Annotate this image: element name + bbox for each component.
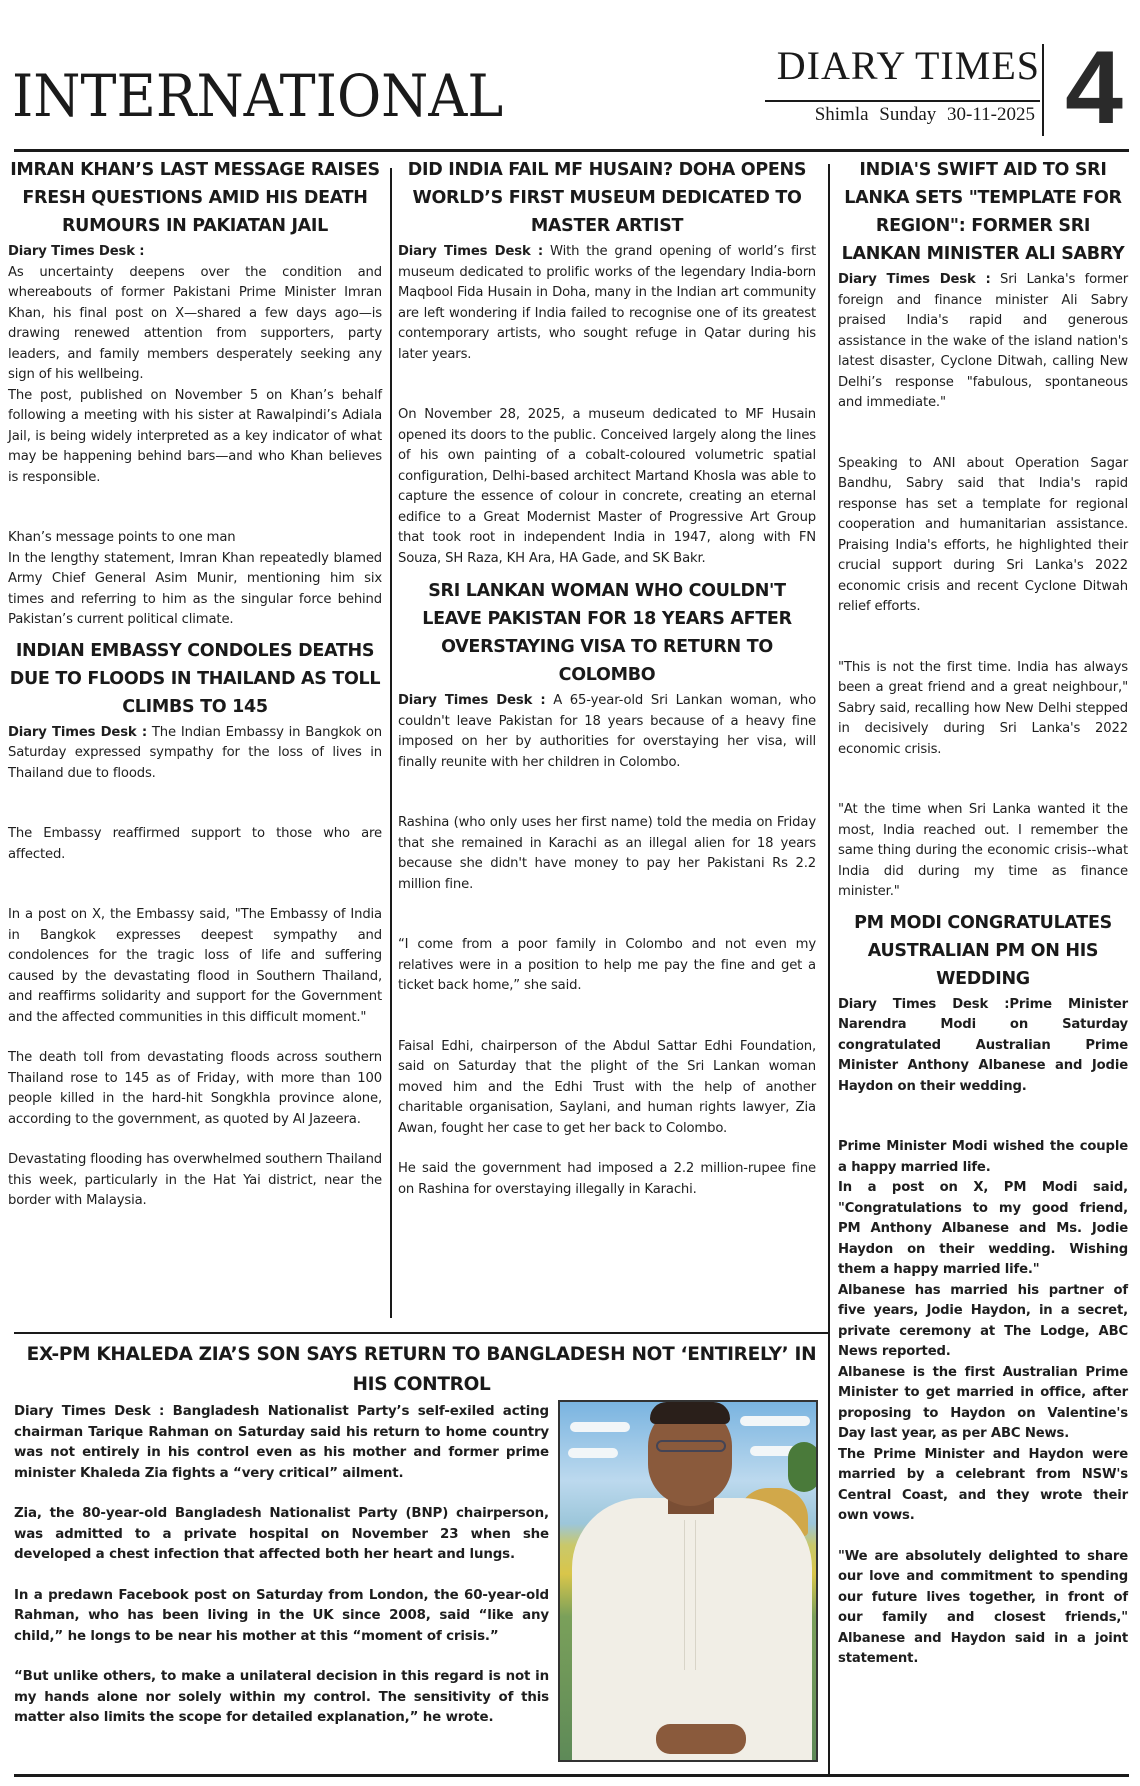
headline: DID INDIA FAIL MF HUSAIN? DOHA OPENS WORLD’S FIRST MUSEUM DEDICATED TO MASTER ARTIST xyxy=(407,160,807,236)
page-number: 4 xyxy=(1065,30,1123,146)
headline: INDIAN EMBASSY CONDOLES DEATHS DUE TO FLOODS IN THAILAND AS TOLL CLIMBS TO 145 xyxy=(9,640,381,717)
paragraph: “I come from a poor family in Colombo and not even my relatives were in a position to help me pay the fine and get a ticket back home,” she said. xyxy=(398,937,816,993)
top-rule xyxy=(14,149,1129,152)
column-divider-left xyxy=(390,168,392,1318)
paragraph: The Prime Minister and Haydon were married by a celebrant from NSW's Central Coast, and they wrote their own vows. xyxy=(838,1446,1128,1523)
article-khaleda-zia-body xyxy=(14,1402,549,1729)
paragraph: Zia, the 80-year-old Bangladesh Nationalist Party (BNP) chairperson, was admitted to a private hospital on November 23 when she developed a chest infection that affected both her heart and lungs. xyxy=(14,1506,549,1562)
paragraph: "This is not the first time. India has always been a great friend and a great neighbour," Sabry said, recalling how New Delhi stepped in decisively during Sri Lanka's 2022 economic crisis. xyxy=(838,659,1128,757)
paragraph: In a post on X, PM Modi said, "Congratulations to my good friend, PM Anthony Albanese and Ms. Jodie Haydon on their wedding. Wishing them a happy married life." xyxy=(838,1180,1128,1277)
column-divider-right xyxy=(828,164,830,1776)
headline: INDIA'S SWIFT AID TO SRI LANKA SETS "TEMPLATE FOR REGION": FORMER SRI LANKAN MINISTER ALI SABRY xyxy=(841,160,1125,264)
lead-paragraph: Diary Times Desk : With the grand opening of world’s first museum dedicated to prolific works of the legendary India-born Maqbool Fida Husain in Doha, many in the Indian art community are left wondering if India failed to recognise one of its greatest contemporary artists, who sought refuge in Qatar during his later years. xyxy=(398,244,816,362)
left-column xyxy=(8,156,382,1212)
desk-byline: Diary Times Desk : xyxy=(8,244,145,259)
headline: EX-PM KHALEDA ZIA’S SON SAYS RETURN TO BANGLADESH NOT ‘ENTIRELY’ IN HIS CONTROL xyxy=(26,1344,817,1395)
dateline: Shimla Sunday 30-11-2025 xyxy=(814,104,1035,125)
subheading: Khan’s message points to one man xyxy=(8,530,236,545)
paragraph: Faisal Edhi, chairperson of the Abdul Sattar Edhi Foundation, said on Saturday that the plight of the Sri Lankan woman moved him and the Edhi Trust with the help of another charitable organisation, Saylani, and human rights lawyer, Zia Awan, fought her case to get her back to Colombo. xyxy=(398,1038,816,1136)
article-modi-albanese-wedding xyxy=(838,909,1128,1670)
lead-paragraph: Diary Times Desk : The Indian Embassy in Bangkok on Saturday expressed sympathy for the loss of lives in Thailand due to floods. xyxy=(8,724,383,781)
article-sri-lankan-woman xyxy=(398,577,816,1200)
tarique-rahman-photo xyxy=(558,1400,818,1762)
paragraph: "We are absolutely delighted to share our love and commitment to spending our future lives together, in front of our family and closest friends," Albanese and Haydon said in a joint statement. xyxy=(838,1548,1128,1666)
right-column xyxy=(838,156,1128,1670)
article-imran-khan xyxy=(8,156,382,631)
lead-paragraph: Diary Times Desk :Prime Minister Narendra Modi on Saturday congratulated Australian Prime Minister Anthony Albanese and Jodie Haydon on their wedding. xyxy=(838,996,1128,1094)
page-bottom-rule xyxy=(14,1774,1129,1777)
lead-paragraph: Diary Times Desk : Sri Lanka's former foreign and finance minister Ali Sabry praised India's rapid and generous assistance in the wake of the island nation's latest disaster, Cyclone Ditwah, calling New Delhi’s response "fabulous, spontaneous and immediate." xyxy=(838,272,1128,410)
lead-paragraph: Diary Times Desk : Bangladesh Nationalist Party’s self-exiled acting chairman Tarique Rahman on Saturday said his return to home country was not entirely in his control even as his mother and former prime minister Khaleda Zia fights a “very critical” ailment. xyxy=(14,1404,549,1481)
paragraph: Albanese is the first Australian Prime Minister to get married in office, after proposing to Haydon on Valentine's Day last year, as per ABC News. xyxy=(838,1364,1128,1441)
section-title: INTERNATIONAL xyxy=(12,62,504,130)
lead-paragraph: Diary Times Desk : A 65-year-old Sri Lankan woman, who couldn't leave Pakistan for 18 years because of a heavy fine imposed on her by authorities for overstaying her visa, will finally reunite with her children in Colombo. xyxy=(398,693,816,770)
paragraph: The death toll from devastating floods across southern Thailand rose to 145 as of Friday, with more than 100 people killed in the hard-hit Songkhla province alone, according to the government, as quoted by Al Jazeera. xyxy=(8,1050,382,1127)
masthead-rule xyxy=(765,100,1040,102)
paragraph: Prime Minister Modi wished the couple a happy married life. xyxy=(838,1139,1128,1175)
paragraph: Devastating flooding has overwhelmed southern Thailand this week, particularly in the Hat Yai district, near the border with Malaysia. xyxy=(8,1152,382,1208)
paragraph: “But unlike others, to make a unilateral decision in this regard is not in my hands alone nor solely within my control. The sensitivity of this matter also limits the scope for detailed explanation,” he wrote. xyxy=(14,1669,549,1725)
paragraph: As uncertainty deepens over the condition and whereabouts of former Pakistani Prime Minister Imran Khan, his final post on X—shared a few days ago—is drawing renewed attention from supporters, party leaders, and family members desperately seeking any sign of his wellbeing. xyxy=(8,264,382,382)
paragraph: The Embassy reaffirmed support to those who are affected. xyxy=(8,826,382,862)
headline: IMRAN KHAN’S LAST MESSAGE RAISES FRESH QUESTIONS AMID HIS DEATH RUMOURS IN PAKIATAN JAIL xyxy=(10,160,380,236)
article-mf-husain xyxy=(398,156,816,569)
article-khaleda-zia xyxy=(14,1340,829,1402)
masthead-divider xyxy=(1042,44,1044,136)
paragraph: In a predawn Facebook post on Saturday from London, the 60-year-old Rahman, who has been living in the UK since 2008, said “like any child,” he longs to be near his mother at this “moment of crisis.” xyxy=(14,1587,549,1644)
article-thailand-floods xyxy=(8,637,382,1212)
bottom-story-rule xyxy=(14,1332,829,1334)
headline: PM MODI CONGRATULATES AUSTRALIAN PM ON HIS WEDDING xyxy=(854,912,1112,989)
paragraph: Speaking to ANI about Operation Sagar Bandhu, Sabry said that India's rapid response has set a template for regional cooperation and humanitarian assistance. Praising India's efforts, he highlighted their crucial support during Sri Lanka's 2022 economic crisis and recent Cyclone Ditwah relief efforts. xyxy=(838,455,1128,614)
paragraph: "At the time when Sri Lanka wanted it the most, India reached out. I remember the same thing during the economic crisis--what India did during my time as finance minister." xyxy=(838,802,1128,899)
paragraph: He said the government had imposed a 2.2 million-rupee fine on Rashina for overstaying illegally in Karachi. xyxy=(398,1161,816,1197)
middle-column xyxy=(398,156,816,1200)
paragraph: Albanese has married his partner of five years, Jodie Haydon, in a secret, private ceremony at The Lodge, ABC News reported. xyxy=(838,1282,1128,1359)
article-ali-sabry xyxy=(838,156,1128,903)
paragraph: The post, published on November 5 on Khan’s behalf following a meeting with his sister at Rawalpindi’s Adiala Jail, is being widely interpreted as a key indicator of what may be happening behind bars—and who Khan believes is responsible. xyxy=(8,387,382,485)
paragraph: On November 28, 2025, a museum dedicated to MF Husain opened its doors to the public. Conceived largely along the lines of his own painting of a cobalt-coloured volumetric spatial configuration, Delhi-based architect Martand Khosla was able to capture the essence of colour in concrete, creating an eternal edifice to a Great Modernist Master of Progressive Art Group that took root in independent India in 1947, along with FN Souza, SH Raza, KH Ara, HA Gade, and SK Bakr. xyxy=(398,407,816,566)
paragraph: In a post on X, the Embassy said, "The Embassy of India in Bangkok expresses deepest sympathy and condolences for the tragic loss of life and suffering caused by the devastating flood in Southern Thailand, and reaffirms solidarity and support for the Government and the affected communities in this difficult moment." xyxy=(8,907,382,1025)
headline: SRI LANKAN WOMAN WHO COULDN'T LEAVE PAKISTAN FOR 18 YEARS AFTER OVERSTAYING VISA TO RETURN TO COLOMBO xyxy=(422,581,792,685)
newspaper-name: DIARY TIMES xyxy=(776,43,1040,88)
paragraph: Rashina (who only uses her first name) told the media on Friday that she remained in Karachi as an illegal alien for 18 years because she didn't have money to pay her Pakistani Rs 2.2 million fine. xyxy=(398,815,816,892)
paragraph: In the lengthy statement, Imran Khan repeatedly blamed Army Chief General Asim Munir, mentioning him six times and referring to him as the singular force behind Pakistan’s current political climate. xyxy=(8,550,382,627)
